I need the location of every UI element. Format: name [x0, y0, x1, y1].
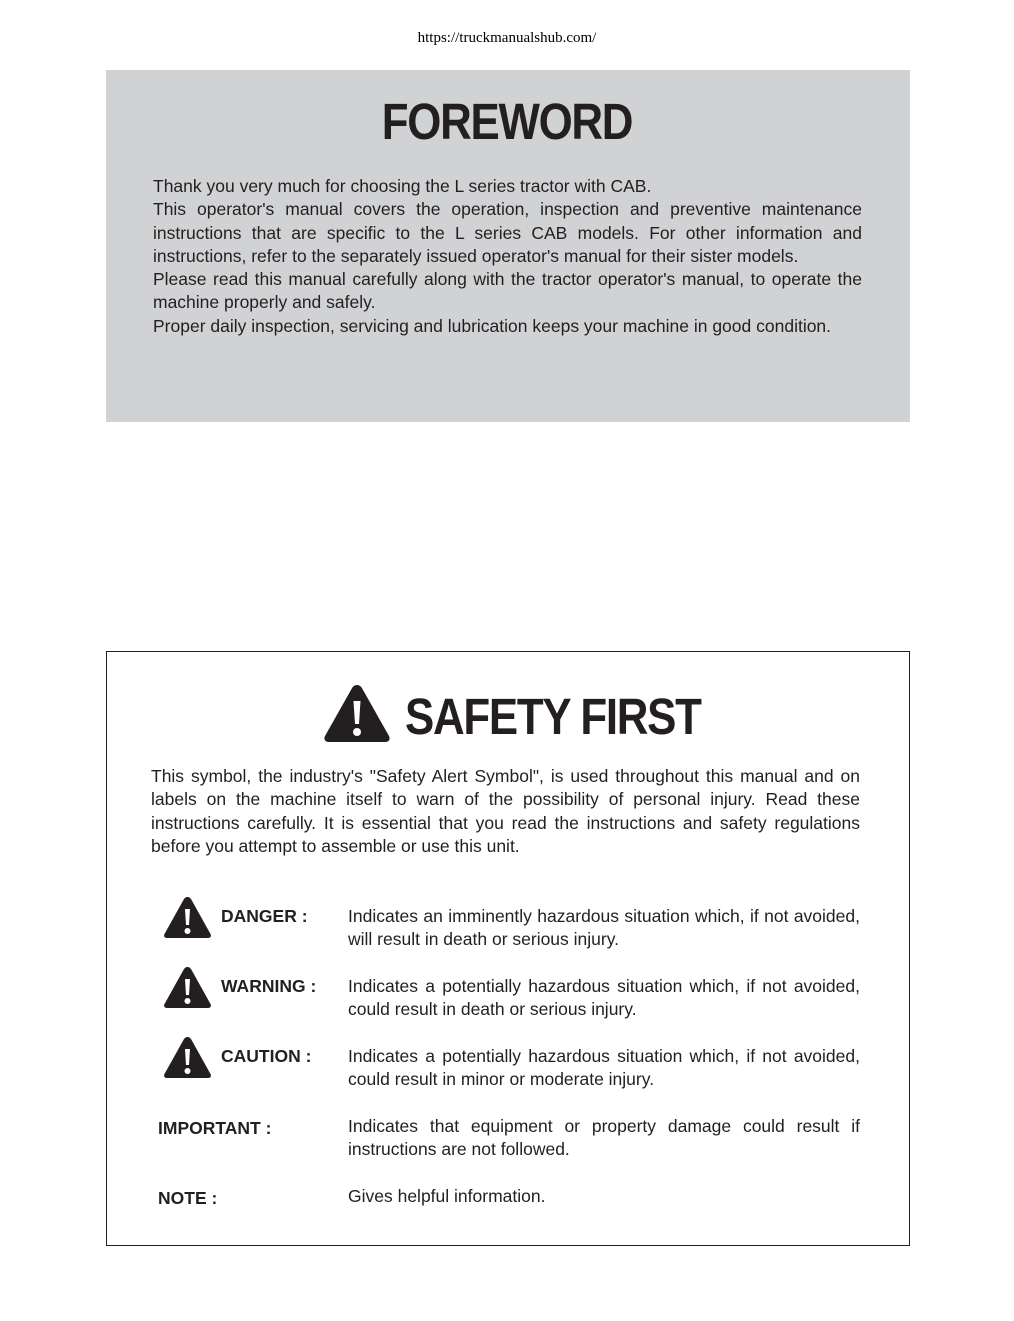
source-url[interactable]: https://truckmanualshub.com/: [417, 30, 597, 46]
signal-word-label: WARNING :: [221, 976, 317, 996]
signal-word-description: Indicates a potentially hazardous situation which, if not avoided, could result in minor or moderate injury.: [348, 1046, 860, 1090]
signal-word-label: NOTE :: [158, 1188, 218, 1208]
foreword-paragraph: This operator's manual covers the operation, inspection and preventive maintenance instructions that are specific to the L series CAB models. For other information and instructions, refer to the separately issued operator's manual for their sister models.: [153, 199, 862, 266]
foreword-paragraph: Proper daily inspection, servicing and lubrication keeps your machine in good condition.: [153, 315, 832, 336]
signal-word-label: IMPORTANT :: [158, 1118, 272, 1138]
signal-word-description: Gives helpful information.: [348, 1186, 546, 1206]
safety-alert-icon: [323, 683, 391, 743]
foreword-paragraph: Please read this manual carefully along with the tractor operator's manual, to operate the machine properly and safely.: [153, 269, 862, 313]
signal-word-label: DANGER :: [221, 906, 308, 926]
foreword-title: FOREWORD: [381, 93, 633, 150]
signal-word-description: Indicates that equipment or property damage could result if instructions are not followed.: [348, 1116, 860, 1160]
safety-intro: This symbol, the industry's "Safety Alert Symbol", is used throughout this manual and on labels on the machine itself to warn of the possibility of personal injury. Read these instructions carefully. It is essential that you read the instructions and safety regulations before you attempt to assemble or use this unit.: [151, 766, 860, 856]
signal-word-description: Indicates an imminently hazardous situation which, if not avoided, will result in death or serious injury.: [348, 906, 860, 950]
foreword-paragraph: Thank you very much for choosing the L series tractor with CAB.: [153, 176, 652, 196]
safety-alert-icon: [163, 1036, 212, 1079]
signal-word-label: CAUTION :: [221, 1046, 312, 1066]
signal-word-description: Indicates a potentially hazardous situation which, if not avoided, could result in death or serious injury.: [348, 976, 860, 1020]
safety-alert-icon: [163, 966, 212, 1009]
foreword-body: [153, 175, 862, 338]
safety-title-row: [0, 683, 1014, 753]
safety-title: SAFETY FIRST: [405, 688, 701, 745]
safety-alert-icon: [163, 896, 212, 939]
